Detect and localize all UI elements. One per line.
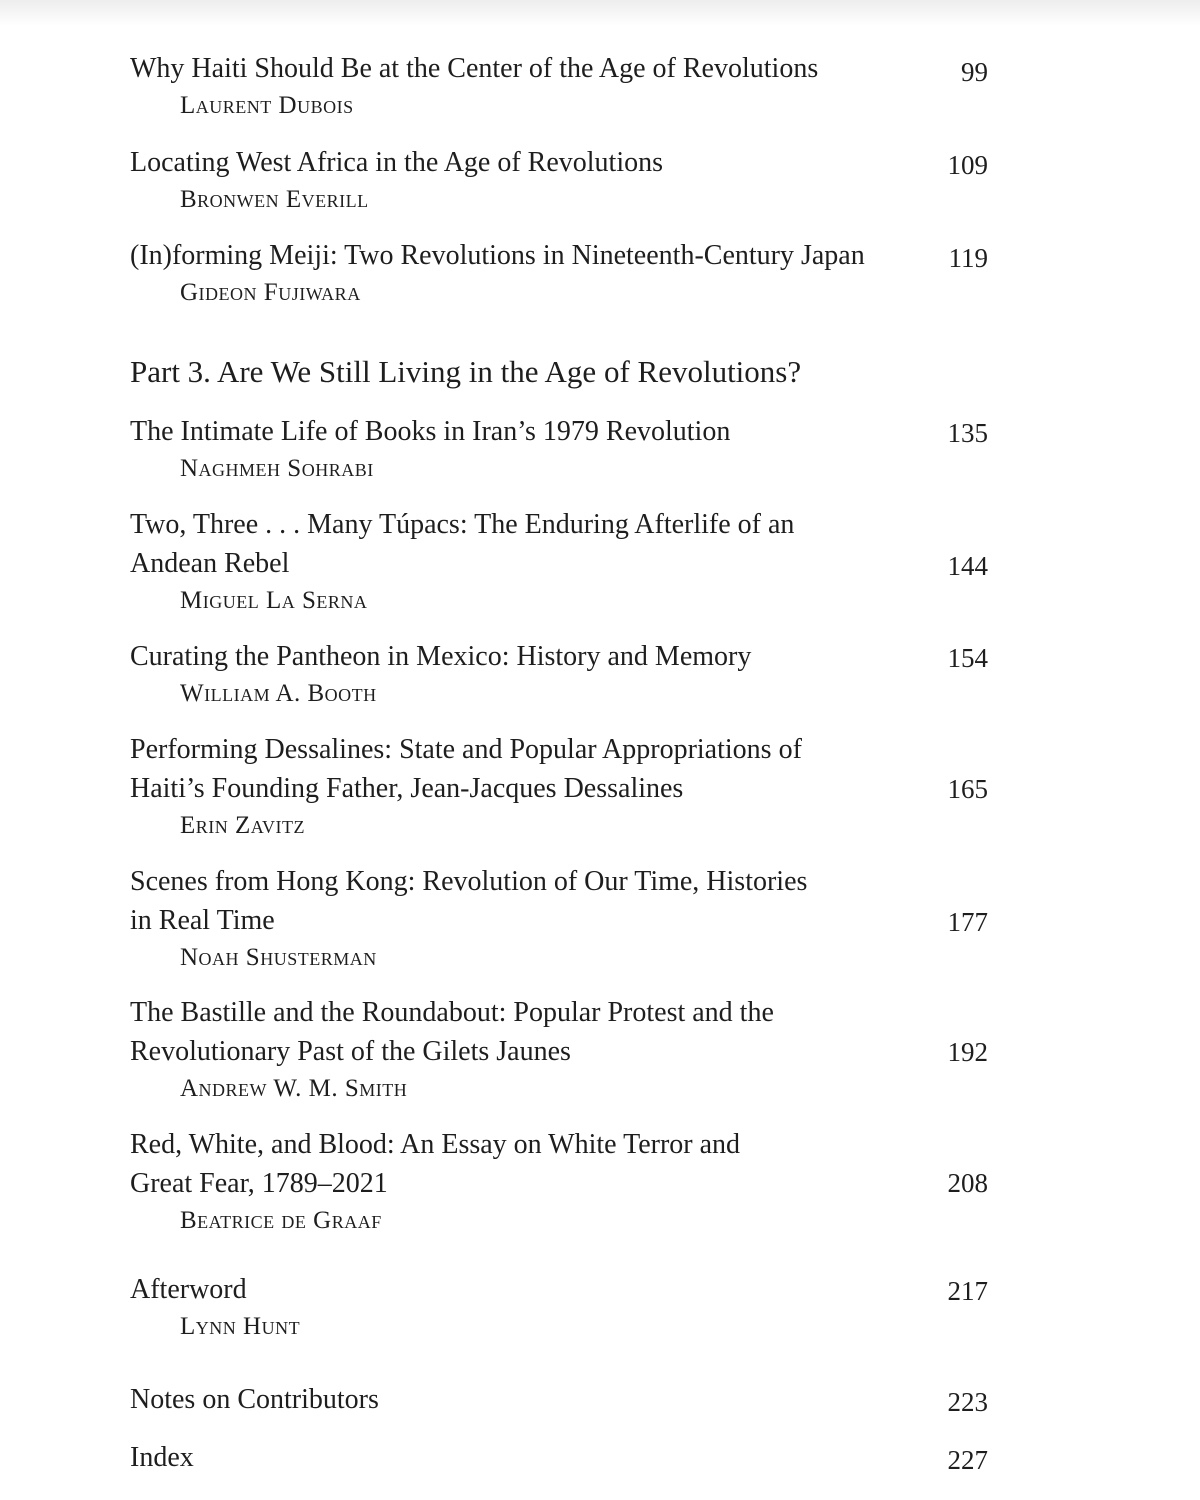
entry-page-number: 109 (947, 150, 988, 180)
entry-title: Red, White, and Blood: An Essay on White Terror and (130, 1129, 741, 1160)
entry-title-continued: Haiti’s Founding Father, Jean-Jacques Dessalines (130, 773, 684, 804)
entry-author: Gideon Fujiwara (180, 279, 361, 306)
entry-author: Laurent Dubois (180, 92, 354, 119)
toc-entry[interactable] (130, 1125, 988, 1239)
toc-entry-index[interactable] (130, 1438, 988, 1477)
toc-entry[interactable] (130, 412, 988, 487)
entry-author: Noah Shusterman (180, 944, 377, 971)
entry-page-number: 208 (947, 1168, 988, 1198)
entry-author: Bronwen Everill (180, 186, 369, 213)
entry-title-continued: Great Fear, 1789–2021 (130, 1168, 388, 1199)
entry-title: Scenes from Hong Kong: Revolution of Our Time, Histories (130, 866, 808, 897)
entry-author: Miguel La Serna (180, 587, 368, 614)
part-heading: Part 3. Are We Still Living in the Age of Revolutions? (130, 354, 802, 389)
entry-author: Erin Zavitz (180, 812, 305, 839)
toc-entry[interactable] (130, 49, 988, 124)
toc-entry[interactable] (130, 730, 988, 844)
toc-entry[interactable] (130, 637, 988, 712)
toc-entry[interactable] (130, 505, 988, 619)
toc-entry-notes-on-contributors[interactable] (130, 1380, 988, 1419)
toc-entry[interactable] (130, 993, 988, 1107)
entry-page-number: 144 (947, 551, 988, 581)
entry-title: Locating West Africa in the Age of Revolutions (130, 147, 664, 178)
entry-title: (In)forming Meiji: Two Revolutions in Nineteenth-Century Japan (130, 240, 865, 271)
entry-page-number: 223 (947, 1387, 988, 1417)
entry-title: Why Haiti Should Be at the Center of the Age of Revolutions (130, 53, 819, 84)
entry-page-number: 119 (948, 243, 988, 273)
toc-entry[interactable] (130, 862, 988, 976)
entry-title: Index (130, 1442, 194, 1473)
entry-author: Andrew W. M. Smith (180, 1075, 408, 1102)
entry-page-number: 135 (947, 418, 988, 448)
entry-page-number: 192 (947, 1037, 988, 1067)
entry-page-number: 154 (947, 643, 988, 673)
toc-entry[interactable] (130, 236, 988, 311)
entry-title: Performing Dessalines: State and Popular Appropriations of (130, 734, 802, 765)
entry-title-continued: Andean Rebel (130, 548, 290, 579)
entry-page-number: 165 (947, 774, 988, 804)
entry-author: Beatrice de Graaf (180, 1207, 382, 1234)
entry-title: Two, Three . . . Many Túpacs: The Enduring Afterlife of an (130, 509, 795, 540)
entry-title: Afterword (130, 1274, 247, 1305)
entry-page-number: 177 (947, 907, 988, 937)
entry-title: Curating the Pantheon in Mexico: History and Memory (130, 641, 752, 672)
entry-page-number: 99 (961, 57, 988, 87)
entry-author: Lynn Hunt (180, 1313, 301, 1340)
toc-entry[interactable] (130, 143, 988, 218)
entry-page-number: 227 (947, 1445, 988, 1475)
entry-author: William A. Booth (180, 680, 377, 707)
entry-title: Notes on Contributors (130, 1384, 379, 1415)
entry-title-continued: Revolutionary Past of the Gilets Jaunes (130, 1036, 571, 1067)
toc-entry-afterword[interactable] (130, 1270, 988, 1345)
entry-title: The Bastille and the Roundabout: Popular Protest and the (130, 997, 774, 1028)
entry-author: Naghmeh Sohrabi (180, 455, 374, 482)
entry-title: The Intimate Life of Books in Iran’s 1979 Revolution (130, 416, 731, 447)
entry-title-continued: in Real Time (130, 905, 275, 936)
entry-page-number: 217 (947, 1276, 988, 1306)
